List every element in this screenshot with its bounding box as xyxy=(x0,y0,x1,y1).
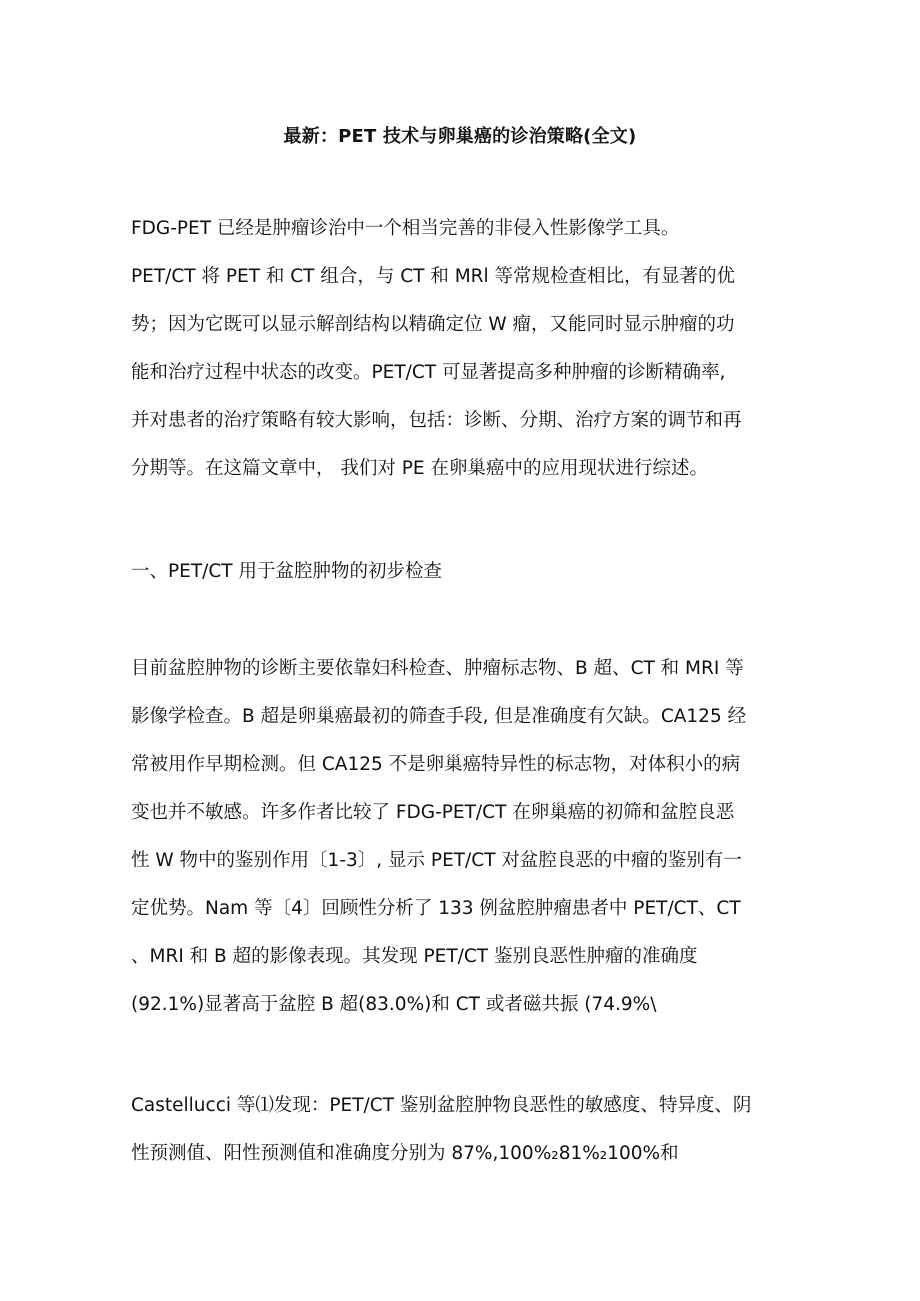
paragraph-line: 定优势。Nam 等〔4〕回顾性分析了 133 例盆腔肿瘤患者中 PET/CT、CT xyxy=(131,898,741,919)
paragraph-line: 并对患者的治疗策略有较大影响，包括：诊断、分期、治疗方案的调节和再 xyxy=(131,410,742,431)
paragraph-line: 、MRI 和 B 超的影像表现。其发现 PET/CT 鉴别良恶性肿瘤的准确度 xyxy=(131,946,698,967)
paragraph-line: 常被用作早期检测。但 CA125 不是卵巢癌特异性的标志物，对体积小的病 xyxy=(131,754,741,775)
paragraph-line: (92.1%)显著高于盆腔 B 超(83.0%)和 CT 或者磁共振 (74.9%\ xyxy=(131,994,657,1015)
intro-paragraph xyxy=(131,205,803,493)
paragraph-line: 目前盆腔肿物的诊断主要依靠妇科检查、肿瘤标志物、B 超、CT 和 MRI 等 xyxy=(131,658,744,679)
section-paragraph xyxy=(131,645,803,1029)
paragraph-line: 势；因为它既可以显示解剖结构以精确定位 W 瘤，又能同时显示肿瘤的功 xyxy=(131,314,735,335)
paragraph-line: 性预测值、阳性预测值和准确度分别为 87%,100%₂81%₂100%和 xyxy=(131,1143,679,1164)
section-heading: 一、PET/CT 用于盆腔肿物的初步检查 xyxy=(131,561,442,582)
paragraph-line: PET/CT 将 PET 和 CT 组合，与 CT 和 MRl 等常规检查相比，有显著的优 xyxy=(131,266,736,287)
paragraph-line: 分期等。在这篇文章中， 我们对 PE 在卵巢癌中的应用现状进行综述。 xyxy=(131,458,708,479)
paragraph-line: Castellucci 等⑴发现：PET/CT 鉴别盆腔肿物良恶性的敏感度、特异度、阴 xyxy=(131,1095,752,1116)
section-paragraph xyxy=(131,1082,803,1178)
paragraph-line: 性 W 物中的鉴别作用〔1-3〕, 显示 PET/CT 对盆腔良恶的中瘤的鉴别有一 xyxy=(131,850,742,871)
paragraph-line: 变也并不敏感。许多作者比较了 FDG-PET/CT 在卵巢癌的初筛和盆腔良恶 xyxy=(131,802,735,823)
document-title: 最新：PET 技术与卵巢癌的诊治策略(全文) xyxy=(283,126,637,147)
paragraph-line: 影像学检查。B 超是卵巢癌最初的筛查手段, 但是准确度有欠缺。CA125 经 xyxy=(131,706,747,727)
paragraph-line: FDG-PET 已经是肿瘤诊治中一个相当完善的非侵入性影像学工具。 xyxy=(131,218,680,239)
paragraph-line: 能和治疗过程中状态的改变。PET/CT 可显著提高多种肿瘤的诊断精确率, xyxy=(131,362,726,383)
